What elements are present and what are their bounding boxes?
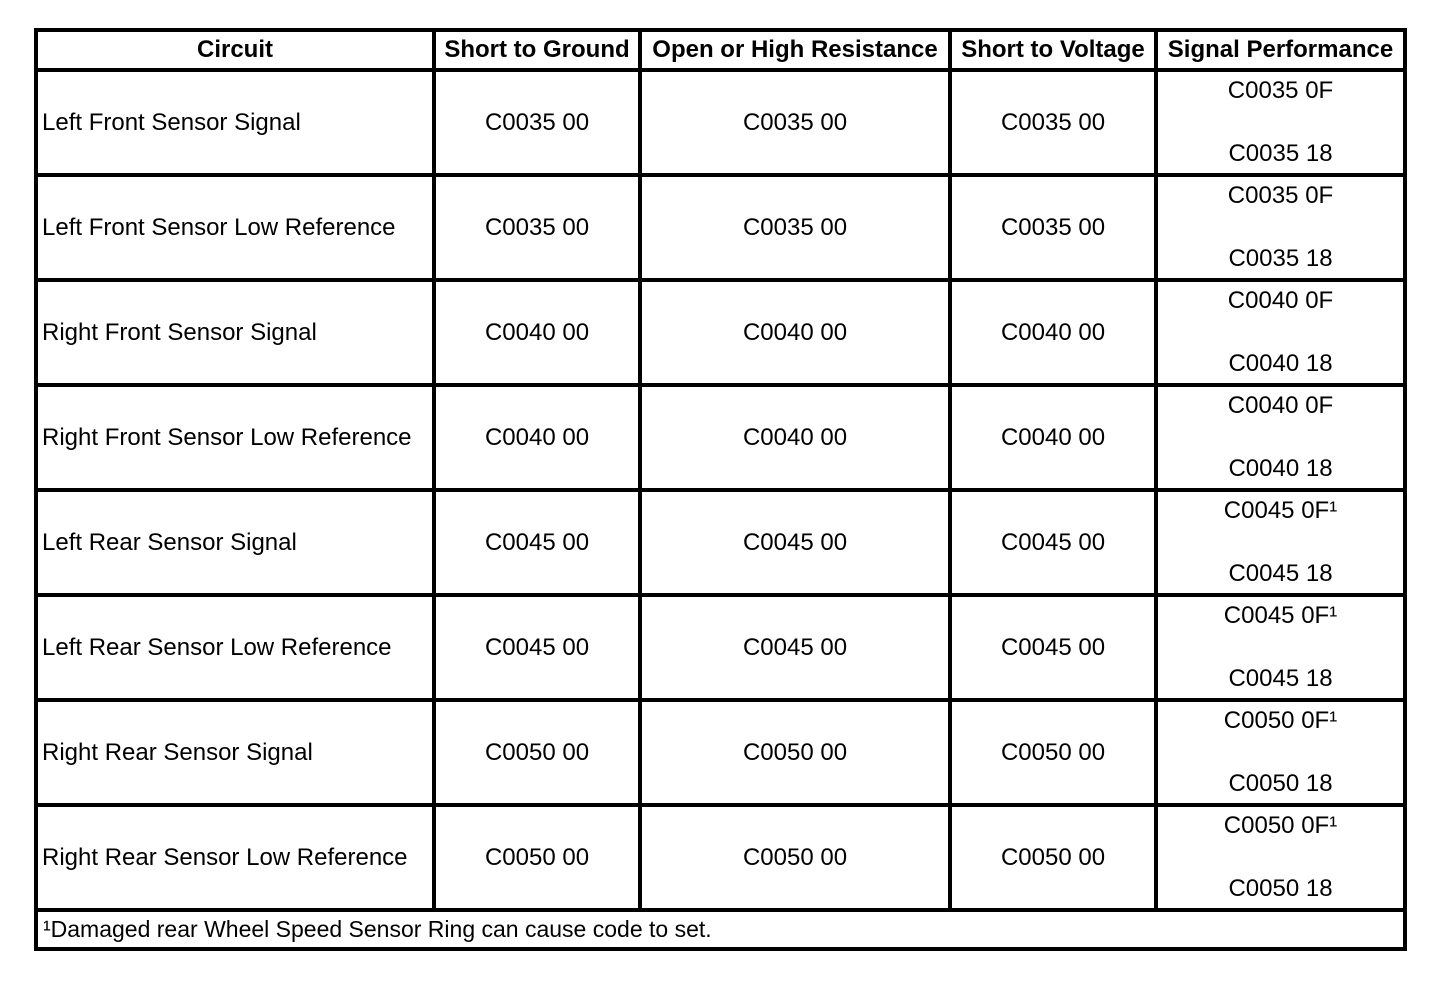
signal-performance-code: C0050 18 — [1228, 770, 1333, 797]
open-high-resistance-cell: C0035 00 — [640, 175, 950, 280]
signal-performance-cell — [1156, 280, 1405, 385]
header-short-to-ground: Short to Ground — [434, 30, 640, 70]
signal-performance-code: C0035 18 — [1228, 245, 1333, 272]
short-to-ground-cell: C0050 00 — [434, 700, 640, 805]
circuit-cell: Left Front Sensor Signal — [36, 70, 434, 175]
open-high-resistance-cell: C0040 00 — [640, 280, 950, 385]
table-row — [36, 70, 1405, 175]
table-row — [36, 805, 1405, 910]
signal-performance-code: C0045 18 — [1228, 560, 1333, 587]
signal-performance-cell — [1156, 175, 1405, 280]
header-short-to-voltage: Short to Voltage — [950, 30, 1156, 70]
signal-performance-cell — [1156, 700, 1405, 805]
short-to-voltage-cell: C0045 00 — [950, 490, 1156, 595]
footnote-row — [36, 910, 1405, 949]
signal-performance-cell — [1156, 490, 1405, 595]
signal-performance-cell — [1156, 70, 1405, 175]
signal-performance-code: C0045 18 — [1228, 665, 1333, 692]
table-row — [36, 385, 1405, 490]
circuit-cell: Right Front Sensor Low Reference — [36, 385, 434, 490]
signal-performance-code: C0035 0F — [1227, 77, 1334, 104]
open-high-resistance-cell: C0035 00 — [640, 70, 950, 175]
short-to-ground-cell: C0035 00 — [434, 70, 640, 175]
short-to-ground-cell: C0040 00 — [434, 385, 640, 490]
short-to-voltage-cell: C0040 00 — [950, 385, 1156, 490]
circuit-cell: Left Rear Sensor Low Reference — [36, 595, 434, 700]
short-to-voltage-cell: C0045 00 — [950, 595, 1156, 700]
table-row — [36, 595, 1405, 700]
short-to-ground-cell: C0040 00 — [434, 280, 640, 385]
circuit-cell: Right Rear Sensor Signal — [36, 700, 434, 805]
short-to-ground-cell: C0045 00 — [434, 595, 640, 700]
short-to-ground-cell: C0050 00 — [434, 805, 640, 910]
open-high-resistance-cell: C0045 00 — [640, 595, 950, 700]
open-high-resistance-cell: C0050 00 — [640, 805, 950, 910]
short-to-voltage-cell: C0035 00 — [950, 175, 1156, 280]
circuit-cell: Left Rear Sensor Signal — [36, 490, 434, 595]
open-high-resistance-cell: C0045 00 — [640, 490, 950, 595]
table-row — [36, 700, 1405, 805]
short-to-voltage-cell: C0035 00 — [950, 70, 1156, 175]
short-to-voltage-cell: C0050 00 — [950, 700, 1156, 805]
header-circuit: Circuit — [36, 30, 434, 70]
header-open-high-resistance: Open or High Resistance — [640, 30, 950, 70]
short-to-ground-cell: C0045 00 — [434, 490, 640, 595]
signal-performance-code: C0050 18 — [1228, 875, 1333, 902]
header-row — [36, 30, 1405, 70]
short-to-voltage-cell: C0040 00 — [950, 280, 1156, 385]
open-high-resistance-cell: C0050 00 — [640, 700, 950, 805]
header-signal-performance: Signal Performance — [1156, 30, 1405, 70]
circuit-cell: Left Front Sensor Low Reference — [36, 175, 434, 280]
table-row — [36, 490, 1405, 595]
signal-performance-cell — [1156, 595, 1405, 700]
signal-performance-code: C0050 0F¹ — [1223, 707, 1338, 734]
signal-performance-code: C0045 0F¹ — [1223, 602, 1338, 629]
signal-performance-cell — [1156, 805, 1405, 910]
table-row — [36, 175, 1405, 280]
signal-performance-code: C0050 0F¹ — [1223, 812, 1338, 839]
signal-performance-code: C0035 18 — [1228, 140, 1333, 167]
short-to-voltage-cell: C0050 00 — [950, 805, 1156, 910]
signal-performance-code: C0040 0F — [1227, 392, 1334, 419]
signal-performance-code: C0045 0F¹ — [1223, 497, 1338, 524]
dtc-table — [34, 28, 1407, 951]
signal-performance-code: C0040 0F — [1227, 287, 1334, 314]
short-to-ground-cell: C0035 00 — [434, 175, 640, 280]
circuit-cell: Right Rear Sensor Low Reference — [36, 805, 434, 910]
signal-performance-code: C0035 0F — [1227, 182, 1334, 209]
footnote: ¹Damaged rear Wheel Speed Sensor Ring can cause code to set. — [36, 910, 1405, 949]
circuit-cell: Right Front Sensor Signal — [36, 280, 434, 385]
signal-performance-code: C0040 18 — [1228, 350, 1333, 377]
open-high-resistance-cell: C0040 00 — [640, 385, 950, 490]
signal-performance-code: C0040 18 — [1228, 455, 1333, 482]
signal-performance-cell — [1156, 385, 1405, 490]
table-row — [36, 280, 1405, 385]
